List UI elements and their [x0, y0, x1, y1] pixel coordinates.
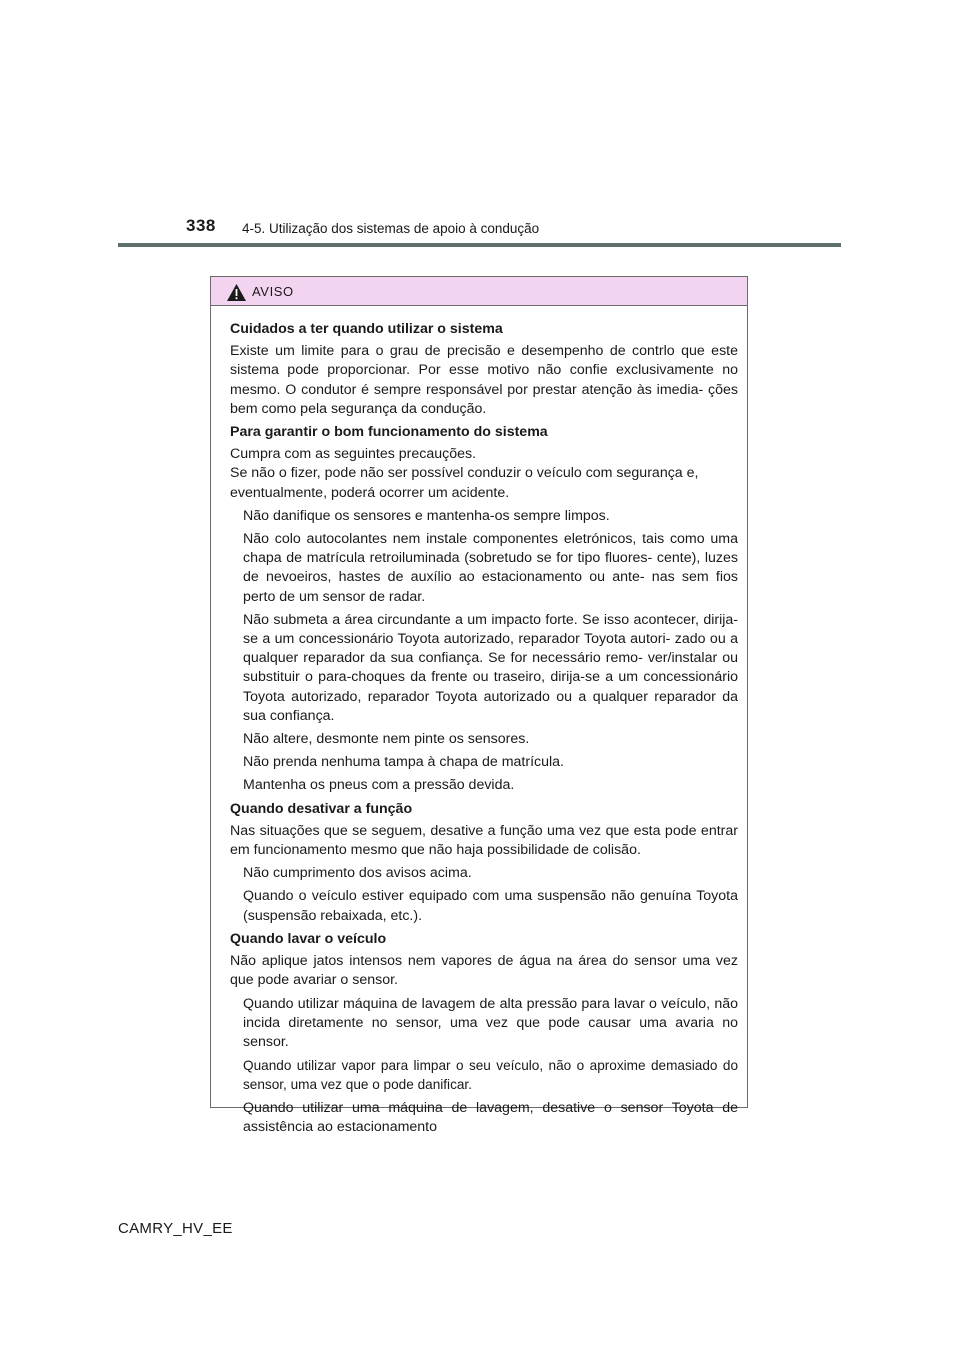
section-heading: Cuidados a ter quando utilizar o sistema [230, 321, 503, 337]
list-item: Não altere, desmonte nem pinte os sensores. [243, 731, 530, 748]
list-item: Não submeta a área circundante a um impacto forte. Se isso acontecer, dirija-se a um concessionário Toyota autorizado, reparador Toyota autori- zado ou a qualquer reparador da sua confiança. Se for necessário remo- ver/instalar ou substituir o para-choques da frente ou traseiro, dirija-se a um concessionário Toyota autorizado, reparador Toyota autorizado ou a qualquer reparador da sua confiança. [243, 611, 738, 724]
list-item: Não cumprimento dos avisos acima. [243, 865, 472, 882]
list-item: Quando utilizar uma máquina de lavagem, desative o sensor Toyota de assistência ao estacionamento [243, 1099, 738, 1135]
warning-triangle-icon [226, 283, 247, 302]
section-text: Não aplique jatos intensos nem vapores de água na área do sensor uma vez que pode avariar o sensor. [230, 953, 738, 989]
section-text-line: Cumpra com as seguintes precauções. [230, 446, 477, 463]
list-item: Não prenda nenhuma tampa à chapa de matrícula. [243, 754, 564, 771]
section-heading: Quando desativar a função [230, 800, 413, 817]
section-text: Existe um limite para o grau de precisão e desempenho de contrlo que este sistema pode proporcionar. Por esse motivo não confie exclusivamente no mesmo. O condutor é sempre responsável por prestar atenção às imedia- ções bem como pela segurança da condução. [230, 343, 738, 417]
list-item: Quando utilizar máquina de lavagem de alta pressão para lavar o veículo, não incida diretamente no sensor, uma vez que pode causar uma avaria no sensor. [243, 995, 738, 1050]
header-rule [118, 243, 841, 247]
page-number: 338 [186, 216, 216, 235]
section-text: Nas situações que se seguem, desative a função uma vez que esta pode entrar em funcionamento mesmo que não haja possibilidade de colisão. [230, 822, 738, 859]
warning-header [211, 277, 747, 306]
list-item: Não danifique os sensores e mantenha-os sempre limpos. [243, 507, 610, 524]
list-item: Mantenha os pneus com a pressão devida. [243, 777, 515, 794]
section-heading: Quando lavar o veículo [230, 930, 387, 947]
warning-body [211, 306, 747, 1137]
footer-model-code: CAMRY_HV_EE [118, 1220, 233, 1237]
list-item: Quando o veículo estiver equipado com uma suspensão não genuína Toyota (suspensão rebaixada, etc.). [243, 888, 738, 924]
section-text-line: Se não o fizer, pode não ser possível conduzir o veículo com segurança e, [230, 465, 699, 482]
list-item: Quando utilizar vapor para limpar o seu veículo, não o aproxime demasiado do sensor, uma vez que o pode danificar. [243, 1058, 738, 1093]
section-title: 4-5. Utilização dos sistemas de apoio à condução [242, 221, 540, 236]
list-item: Não colo autocolantes nem instale componentes eletrónicos, tais como uma chapa de matrícula retroiluminada (sobretudo se for tipo fluores- cente), luzes de nevoeiros, hastes de auxílio ao estacionamento ou ante- nas sem fios perto de um sensor de radar. [243, 531, 738, 605]
warning-label: AVISO [252, 283, 294, 299]
section-heading: Para garantir o bom funcionamento do sistema [230, 424, 548, 441]
section-text-line: eventualmente, poderá ocorrer um acidente. [230, 484, 510, 501]
warning-box [210, 276, 748, 1135]
